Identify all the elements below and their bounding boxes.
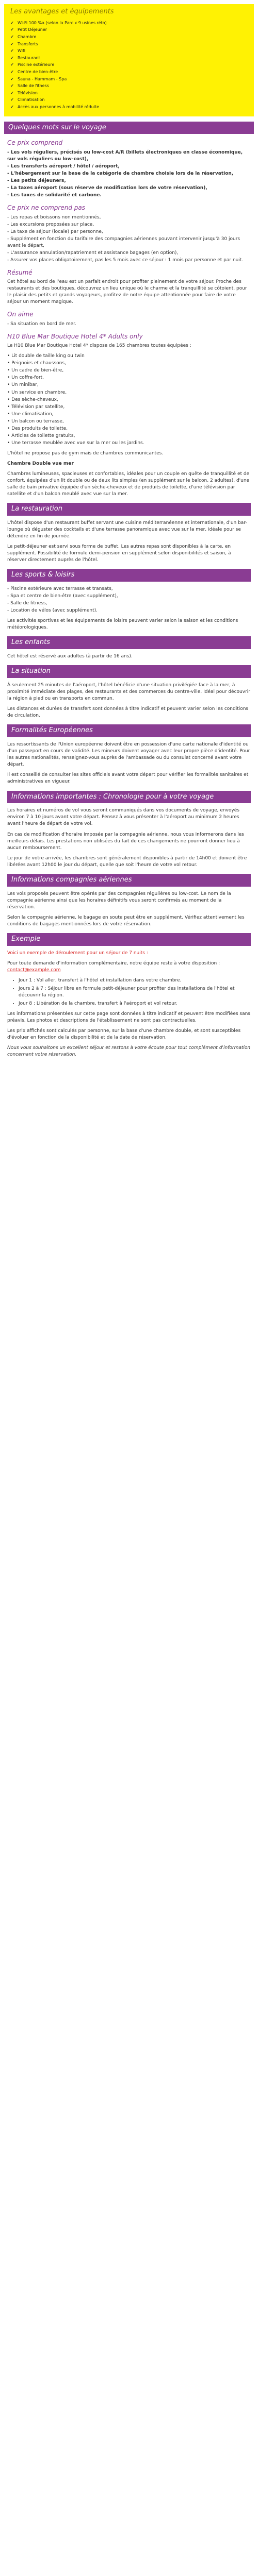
- list-item: • Télévision par satellite,: [7, 404, 65, 410]
- contact-email-link[interactable]: contact@example.com: [7, 967, 61, 973]
- info-text: Les horaires et numéros de vol vous seront communiqués dans vos documents de voyage, envoyés environ 7 à 10 jours avant votre départ. Pensez à vous présenter à l'aéroport au minimum 2 heures avant l'heure de départ de votre vol.: [7, 808, 239, 827]
- check-icon: ✔: [10, 76, 14, 81]
- list-item: • Jour 8 : Libération de la chambre, transfert à l'aéroport et vol retour.: [19, 1001, 251, 1007]
- list-item: - Piscine extérieure avec terrasse et transats,: [7, 586, 113, 592]
- children-text: Cet hôtel est réservé aux adultes (à partir de 16 ans).: [7, 654, 133, 659]
- page: [4, 4, 254, 1058]
- check-icon: ✔: [10, 104, 14, 109]
- list-item: - Les vols réguliers, précisés ou low-cost A/R (billets électroniques en classe économique, sur vols réguliers ou low-cost),: [7, 149, 243, 162]
- list-item: • Lit double de taille king ou twin: [7, 353, 85, 359]
- list-item: • Peignoirs et chaussons,: [7, 361, 66, 366]
- advantage-item: ✔ Wifi: [10, 48, 25, 54]
- list-item: - Les repas et boissons non mentionnés,: [7, 214, 101, 220]
- advantage-item: ✔ Piscine extérieure: [10, 62, 55, 67]
- closing-text-3: Nous vous souhaitons un excellent séjour et restons à votre écoute pour tout complément d'information concernant votre réservation.: [7, 1045, 251, 1058]
- check-icon: ✔: [10, 27, 14, 32]
- list-item: • Un coffre-fort,: [7, 375, 44, 381]
- list-item: - Les taxes de solidarité et carbone.: [7, 193, 102, 198]
- price-excludes-list: [7, 214, 251, 264]
- check-icon: ✔: [10, 55, 14, 60]
- list-item: • Une climatisation,: [7, 411, 54, 417]
- check-icon: ✔: [10, 62, 14, 67]
- section-header-formalities: Formalités Européennes: [7, 724, 251, 737]
- price-includes-title: Ce prix comprend: [7, 139, 63, 147]
- list-item: - La taxe de séjour (locale) par personne,: [7, 229, 103, 234]
- section-header-children: Les enfants: [7, 636, 251, 649]
- list-item: - Les excursions proposées sur place,: [7, 222, 94, 227]
- list-item: - Salle de fitness,: [7, 601, 47, 606]
- rooms-text: Chambres lumineuses, spacieuses et confortables, idéales pour un couple en quête de tranquillité et de confort, équipées d'un lit double ou de deux lits simples (en supplément sur le balcon, 2 adultes), d'une salle de bain privative équipée d'un sèche-cheveux et de produits de toilette, d'une télévision par satellite et d'un balcon meublé avec vue sur la mer.: [7, 471, 250, 497]
- list-item: • Des produits de toilette,: [7, 426, 68, 431]
- advantage-item: ✔ Sauna - Hammam - Spa: [10, 76, 67, 81]
- content: [4, 139, 254, 1058]
- shared-text: Les vols proposés peuvent être opérés par des compagnies régulières ou low-cost. Le nom de la compagnie aérienne ainsi que les horaires définitifs vous seront confirmés au moment de la réservation.: [7, 891, 231, 910]
- list-item: - La taxes aéroport (sous réserve de modification lors de votre réservation),: [7, 185, 207, 191]
- list-item: • Un minibar,: [7, 382, 39, 388]
- list-item: • Un cadre de bien-être,: [7, 368, 64, 374]
- restaurant-text: L'hôtel dispose d'un restaurant buffet servant une cuisine méditerranéenne et internationale, d'un bar-lounge où déguster des cocktails et d'une terrasse panoramique avec vue sur la mer, idéale pour se détendre en fin de journée.: [7, 520, 247, 539]
- list-item: - Les petits déjeuners,: [7, 178, 66, 183]
- summary-text: Cet hôtel au bord de l'eau est un parfait endroit pour profiter pleinement de votre séjour. Proche des restaurants et des boutiques, découvrez un lieu unique où le charme et la tranquillité se côtoient, pour le plaisir des petits et grands voyageurs, profitez de notre équipe attentionnée pour faire de votre séjour un moment magique.: [7, 279, 247, 305]
- check-icon: ✔: [10, 83, 14, 89]
- hotel-note: L'hôtel ne propose pas de gym mais de chambres communicantes.: [7, 450, 164, 456]
- advantage-item: ✔ Accès aux personnes à mobilité réduite: [10, 104, 100, 109]
- info-text-3: Le jour de votre arrivée, les chambres sont généralement disponibles à partir de 14h00 et doivent être libérées avant 12h00 le jour du départ, quelle que soit l'heure de votre vol retour.: [7, 855, 247, 868]
- list-item: • Un balcon ou terrasse,: [7, 418, 64, 424]
- price-includes-list: [7, 149, 251, 199]
- advantage-item: ✔ Centre de bien-être: [10, 70, 58, 74]
- section-header-useful: Quelques mots sur le voyage: [4, 122, 254, 134]
- list-item: - Assurer vos places obligatoirement, pas les 5 mois avec ce séjour : 1 mois par personne et par nuit.: [7, 257, 244, 263]
- restaurant-text-2: Le petit-déjeuner est servi sous forme de buffet. Les autres repas sont disponibles à la carte, en supplément. Possibilité de formule demi-pension en supplément selon disponibilités et saison, à réserver directement auprès de l'hôtel.: [7, 544, 231, 563]
- advantage-item: ✔ Restaurant: [10, 55, 40, 60]
- section-header-example: Exemple: [7, 933, 251, 946]
- check-icon: ✔: [10, 90, 14, 95]
- advantage-item: ✔ Climatisation: [10, 97, 45, 103]
- rooms-label: Chambre Double vue mer: [7, 461, 74, 466]
- info-text-2: En cas de modification d'horaire imposée par la compagnie aérienne, nous vous informerons dans les meilleurs délais. Les prestations non utilisées du fait de ces changements ne pourront donner lieu à aucun remboursement.: [7, 832, 244, 851]
- check-icon: ✔: [10, 41, 14, 46]
- section-header-sports: Les sports & loisirs: [7, 569, 251, 582]
- hotel-title: H10 Blue Mar Boutique Hotel 4* Adults only: [7, 332, 143, 340]
- sports-text: Les activités sportives et les équipements de loisirs peuvent varier selon la saison et les conditions météorologiques.: [7, 618, 238, 631]
- list-item: - Supplément en fonction du tarifaire des compagnies aériennes pouvant intervenir jusqu'à 30 jours avant le départ,: [7, 236, 240, 248]
- formalities-text-2: Il est conseillé de consulter les sites officiels avant votre départ pour vérifier les formalités sanitaires et administratives en vigueur.: [7, 772, 249, 785]
- on-site-text: - Sa situation en bord de mer.: [7, 321, 76, 327]
- hotel-intro: Le H10 Blue Mar Boutique Hotel 4* dispose de 165 chambres toutes équipées :: [7, 343, 191, 349]
- price-excludes-title: Ce prix ne comprend pas: [7, 204, 86, 212]
- closing-text: Les informations présentées sur cette page sont données à titre indicatif et peuvent être modifiées sans préavis. Les photos et descriptions de l'établissement ne sont pas contractuelles.: [7, 1011, 251, 1024]
- hotel-amenities-list: [7, 353, 251, 447]
- situation-text-2: Les distances et durées de transfert sont données à titre indicatif et peuvent varier selon les conditions de circulation.: [7, 706, 249, 719]
- list-item: • Un service en chambre,: [7, 389, 67, 395]
- check-icon: ✔: [10, 97, 14, 103]
- check-icon: ✔: [10, 48, 14, 54]
- advantages-box: [4, 4, 254, 116]
- advantage-item: ✔ Petit Déjeuner: [10, 27, 47, 32]
- closing-text-2: Les prix affichés sont calculés par personne, sur la base d'une chambre double, et sont susceptibles d'évoluer en fonction de la disponibilité et de la date de réservation.: [7, 1028, 241, 1041]
- list-item: • Jours 2 à 7 : Séjour libre en formule petit-déjeuner pour profiter des installations de l'hôtel et découvrir la région.: [19, 986, 251, 999]
- list-item: - Les transferts aéroport / hôtel / aéroport,: [7, 163, 120, 169]
- example-intro: Voici un exemple de déroulement pour un séjour de 7 nuits :: [7, 950, 148, 956]
- example-list: [7, 977, 251, 1007]
- section-header-shared: Informations compagnies aériennes: [7, 874, 251, 887]
- check-icon: ✔: [10, 35, 14, 40]
- check-icon: ✔: [10, 70, 14, 74]
- section-header-restaurant: La restauration: [7, 503, 251, 516]
- list-item: - Spa et centre de bien-être (avec supplément),: [7, 594, 118, 599]
- list-item: • Une terrasse meublée avec vue sur la mer ou les jardins.: [7, 440, 144, 446]
- list-item: • Des sèche-cheveux,: [7, 397, 58, 402]
- list-item: - L'hébergement sur la base de la catégorie de chambre choisie lors de la réservation,: [7, 171, 234, 176]
- on-site-title: On aime: [7, 311, 34, 318]
- list-item: - Location de vélos (avec supplément).: [7, 608, 98, 614]
- summary-title: Résumé: [7, 268, 33, 276]
- shared-text-2: Selon la compagnie aérienne, le bagage en soute peut être en supplément. Vérifiez attentivement les conditions de bagages mentionnées lors de votre réservation.: [7, 914, 245, 927]
- advantage-item: ✔ Wi-Fi 100 %a (selon la Parc x 9 usines réto): [10, 20, 107, 25]
- section-header-info: Informations importantes : Chronologie pour à votre voyage: [7, 791, 251, 804]
- sports-list: [7, 586, 251, 614]
- list-item: • Jour 1 : Vol aller, transfert à l'hôtel et installation dans votre chambre.: [19, 977, 251, 984]
- advantage-item: ✔ Chambre: [10, 35, 37, 40]
- contact-text: Pour toute demande d'information complémentaire, notre équipe reste à votre disposition : contact@example.com: [7, 960, 220, 973]
- formalities-text: Les ressortissants de l'Union européenne doivent être en possession d'une carte nationale d'identité ou d'un passeport en cours de validité. Les mineurs doivent voyager avec leur propre pièce d'identité. Pour les autres nationalités, renseignez-vous auprès de l'ambassade ou du consulat concerné avant votre départ.: [7, 742, 250, 768]
- advantage-item: ✔ Télévision: [10, 90, 38, 95]
- advantages-title: Les avantages et équipements: [10, 8, 114, 15]
- check-icon: ✔: [10, 20, 14, 25]
- section-header-situation: La situation: [7, 665, 251, 678]
- advantage-item: ✔ Transferts: [10, 41, 38, 46]
- list-item: • Articles de toilette gratuits,: [7, 433, 75, 438]
- list-item: - L'assurance annulation/rapatriement et assistance bagages (en option),: [7, 250, 179, 256]
- advantage-item: ✔ Salle de fitness: [10, 83, 49, 89]
- advantages-list: [10, 20, 248, 110]
- situation-text: À seulement 25 minutes de l'aéroport, l'hôtel bénéficie d'une situation privilégiée face à la mer, à proximité immédiate des plages, des restaurants et des commerces du centre-ville. Idéal pour découvrir la région à pied ou en transports en commun.: [7, 683, 250, 702]
